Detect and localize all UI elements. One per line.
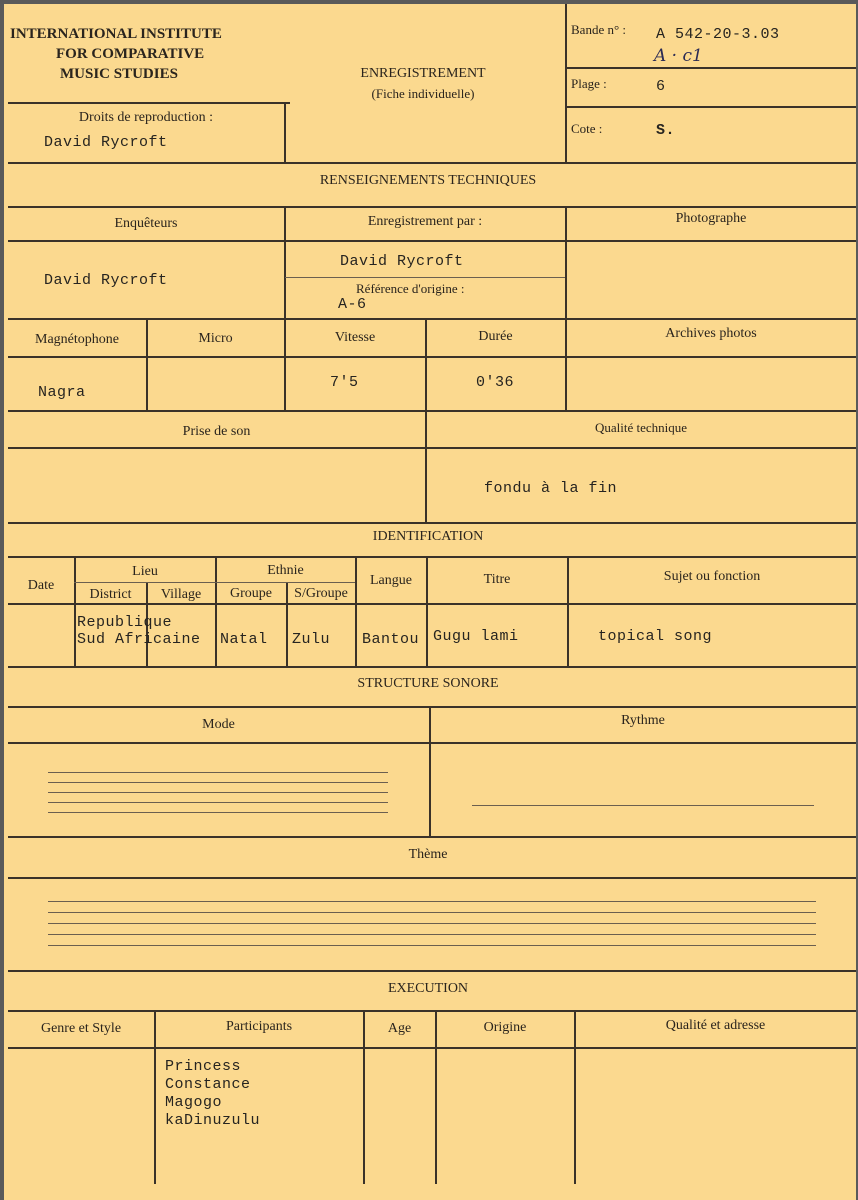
magnetophone-value: Nagra xyxy=(38,384,86,401)
titre-label: Titre xyxy=(483,572,511,587)
identification-title-line xyxy=(8,556,856,558)
exec-col-1 xyxy=(154,1010,156,1184)
rythme-label: Rythme xyxy=(621,713,665,728)
photographe-label: Photographe xyxy=(675,211,747,226)
theme-writing-line-1 xyxy=(48,901,816,902)
rights-box-right xyxy=(284,102,286,164)
structure-title-line xyxy=(8,706,856,708)
genre-style-label: Genre et Style xyxy=(40,1021,122,1036)
institute-name-line-3: MUSIC STUDIES xyxy=(60,66,178,82)
qualite-technique-value: fondu à la fin xyxy=(484,480,618,497)
mode-writing-line-5 xyxy=(48,812,388,813)
exec-col-4 xyxy=(574,1010,576,1184)
sujet-label: Sujet ou fonction xyxy=(663,569,761,584)
enregistrement-value: David Rycroft xyxy=(340,253,464,270)
mode-writing-line-2 xyxy=(48,782,388,783)
institute-name-line-1: INTERNATIONAL INSTITUTE xyxy=(10,26,222,42)
institute-name-line-2: FOR COMPARATIVE xyxy=(56,46,205,62)
sujet-value: topical song xyxy=(598,628,713,645)
cote-label: Cote : xyxy=(571,121,603,136)
vitesse-label: Vitesse xyxy=(334,330,376,345)
header-bottom-line xyxy=(8,162,856,164)
village-label: Village xyxy=(160,587,202,602)
langue-label: Langue xyxy=(370,573,412,588)
participant-line-2: Constance xyxy=(165,1076,251,1093)
execution-section-title: EXECUTION xyxy=(387,981,469,996)
langue-value: Bantou xyxy=(362,631,420,648)
prise-header-line xyxy=(8,447,856,449)
enqueteurs-label: Enquêteurs xyxy=(114,216,178,231)
prise-de-son-label: Prise de son xyxy=(182,424,251,439)
sgroupe-label: S/Groupe xyxy=(294,586,348,601)
duree-value: 0'36 xyxy=(476,374,515,391)
sgroupe-value: Zulu xyxy=(292,631,331,648)
reference-label: Référence d'origine : xyxy=(356,281,465,296)
tech-row4-line xyxy=(8,410,856,412)
execution-top-line xyxy=(8,970,856,972)
technical-title-line xyxy=(8,206,856,208)
bande-handwritten-note: A · c1 xyxy=(654,46,703,66)
rights-box-top xyxy=(8,102,290,104)
origine-label: Origine xyxy=(483,1020,527,1035)
participant-line-3: Magogo xyxy=(165,1094,223,1111)
cote-value: S. xyxy=(656,122,676,139)
right-box-left-border xyxy=(565,4,567,162)
theme-writing-line-2 xyxy=(48,912,816,913)
participant-line-4: kaDinuzulu xyxy=(165,1112,261,1129)
execution-title-line xyxy=(8,1010,856,1012)
reference-value: A-6 xyxy=(338,296,367,313)
participant-line-1: Princess xyxy=(165,1058,242,1075)
theme-header-line xyxy=(8,877,856,879)
form-title: ENREGISTREMENT xyxy=(360,66,486,81)
plage-label: Plage : xyxy=(571,76,607,91)
theme-writing-line-3 xyxy=(48,923,816,924)
mode-label: Mode xyxy=(202,717,235,732)
theme-label: Thème xyxy=(408,847,448,862)
magnetophone-label: Magnétophone xyxy=(35,332,119,347)
vitesse-value: 7'5 xyxy=(330,374,359,391)
titre-value: Gugu lami xyxy=(433,628,519,645)
theme-writing-line-4 xyxy=(48,934,816,935)
rights-label: Droits de reproduction : xyxy=(78,110,214,125)
date-label: Date xyxy=(27,578,55,593)
structure-section-title: STRUCTURE SONORE xyxy=(357,676,499,691)
identification-section-title: IDENTIFICATION xyxy=(372,529,484,544)
duree-label: Durée xyxy=(478,329,513,344)
id-subheader-line xyxy=(74,582,355,583)
groupe-value: Natal xyxy=(220,631,268,648)
mode-writing-line-1 xyxy=(48,772,388,773)
qualite-adresse-label: Qualité et adresse xyxy=(665,1018,766,1033)
theme-top-line xyxy=(8,836,856,838)
identification-top-line xyxy=(8,522,856,524)
age-label: Age xyxy=(387,1021,412,1036)
tech-row3-line xyxy=(8,356,856,358)
lieu-value-line-1: Republique xyxy=(77,614,173,631)
form-subtitle: (Fiche individuelle) xyxy=(371,86,475,101)
groupe-label: Groupe xyxy=(230,586,272,601)
index-card xyxy=(4,4,856,1200)
qualite-technique-label: Qualité technique xyxy=(594,420,688,435)
execution-header-line xyxy=(8,1047,856,1049)
bande-value: A 542-20-3.03 xyxy=(656,26,780,43)
tech-row2-line xyxy=(8,318,856,320)
lieu-value-line-2: Sud Africaine xyxy=(77,631,201,648)
enqueteurs-value: David Rycroft xyxy=(44,272,168,289)
rights-value: David Rycroft xyxy=(44,134,168,151)
bande-label: Bande n° : xyxy=(571,22,627,37)
lieu-label: Lieu xyxy=(132,564,158,579)
theme-writing-line-5 xyxy=(48,945,816,946)
plage-value: 6 xyxy=(656,78,666,95)
micro-label: Micro xyxy=(198,331,233,346)
enregistrement-label: Enregistrement par : xyxy=(367,214,483,229)
mode-writing-line-4 xyxy=(48,802,388,803)
plage-divider xyxy=(565,106,856,108)
district-label: District xyxy=(89,587,132,602)
mode-writing-line-3 xyxy=(48,792,388,793)
exec-col-3 xyxy=(435,1010,437,1184)
id-header-bottom-line xyxy=(8,603,856,605)
structure-top-line xyxy=(8,666,856,668)
ethnie-label: Ethnie xyxy=(267,563,304,578)
participants-label: Participants xyxy=(225,1019,293,1034)
reference-divider xyxy=(285,277,565,278)
tech-header-line xyxy=(8,240,856,242)
bande-divider xyxy=(565,67,856,69)
structure-header-line xyxy=(8,742,856,744)
archives-photos-label: Archives photos xyxy=(665,326,757,341)
rythme-writing-line xyxy=(472,805,814,806)
technical-section-title: RENSEIGNEMENTS TECHNIQUES xyxy=(319,173,537,188)
